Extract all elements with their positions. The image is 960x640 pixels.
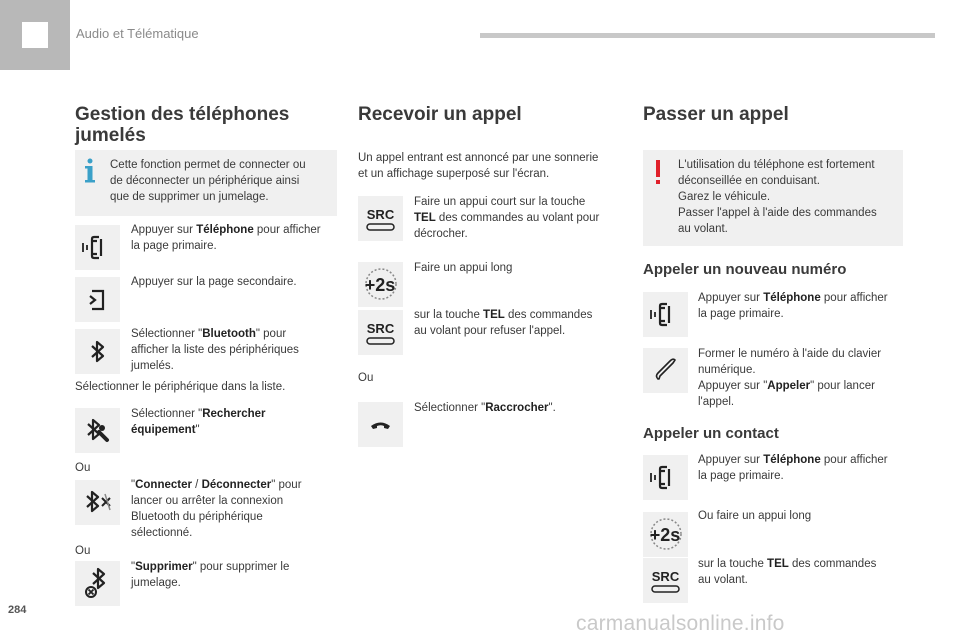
info-text-1: Cette fonction permet de connecter ou	[110, 159, 306, 171]
phone-icon	[643, 455, 688, 500]
svg-text:SRC: SRC	[366, 207, 395, 222]
watermark: carmanualsonline.info	[576, 612, 785, 635]
info-text-3: que de supprimer un jumelage.	[110, 191, 269, 203]
secondary-page-icon	[75, 277, 120, 322]
bluetooth-connect-icon	[75, 480, 120, 525]
col1-title: Gestion des téléphones jumelés	[75, 104, 290, 146]
src-button-icon	[358, 310, 403, 355]
step-long-press: Faire un appui long	[414, 262, 513, 274]
svg-text:+2s: +2s	[364, 275, 396, 295]
step-secondary-page: Appuyer sur la page secondaire.	[131, 276, 297, 288]
svg-text:+2s: +2s	[649, 525, 681, 545]
or-label-3: Ou	[358, 372, 374, 384]
info-box	[75, 150, 337, 216]
long-press-icon	[643, 512, 688, 557]
svg-text:SRC: SRC	[366, 321, 395, 336]
info-icon	[83, 158, 97, 184]
warning-box: L'utilisation du téléphone est fortement déconseillée en conduisant. Garez le véhicule. Passer l'appel à l'aide des commandes au volant.	[643, 150, 903, 246]
or-label-1: Ou	[75, 462, 91, 474]
bluetooth-keyword: Bluetooth	[202, 328, 256, 340]
src-button-icon	[643, 558, 688, 603]
hang-up-icon	[358, 402, 403, 447]
col2-title: Recevoir un appel	[358, 104, 522, 125]
header-square-icon	[22, 22, 48, 48]
bluetooth-icon	[75, 329, 120, 374]
phone-icon	[75, 225, 120, 270]
col3-title: Passer un appel	[643, 104, 789, 125]
phone-icon	[643, 292, 688, 337]
info-text-2: de déconnecter un périphérique ainsi	[110, 175, 300, 187]
bluetooth-delete-icon	[75, 561, 120, 606]
step-long-press-contact: Ou faire un appui long	[698, 510, 812, 522]
subtitle-contact: Appeler un contact	[643, 425, 779, 442]
subtitle-new-number: Appeler un nouveau numéro	[643, 261, 847, 278]
header-divider	[480, 33, 935, 38]
src-button-icon	[358, 196, 403, 241]
page-number: 284	[8, 604, 27, 616]
long-press-icon	[358, 262, 403, 307]
call-icon	[643, 348, 688, 393]
header-title: Audio et Télématique	[76, 26, 199, 41]
phone-keyword: Téléphone	[196, 224, 254, 236]
or-label-2: Ou	[75, 545, 91, 557]
svg-text:SRC: SRC	[651, 569, 680, 584]
step-select-device: Sélectionner le périphérique dans la liste.	[75, 381, 286, 393]
bluetooth-search-icon	[75, 408, 120, 453]
warning-icon	[653, 159, 663, 185]
